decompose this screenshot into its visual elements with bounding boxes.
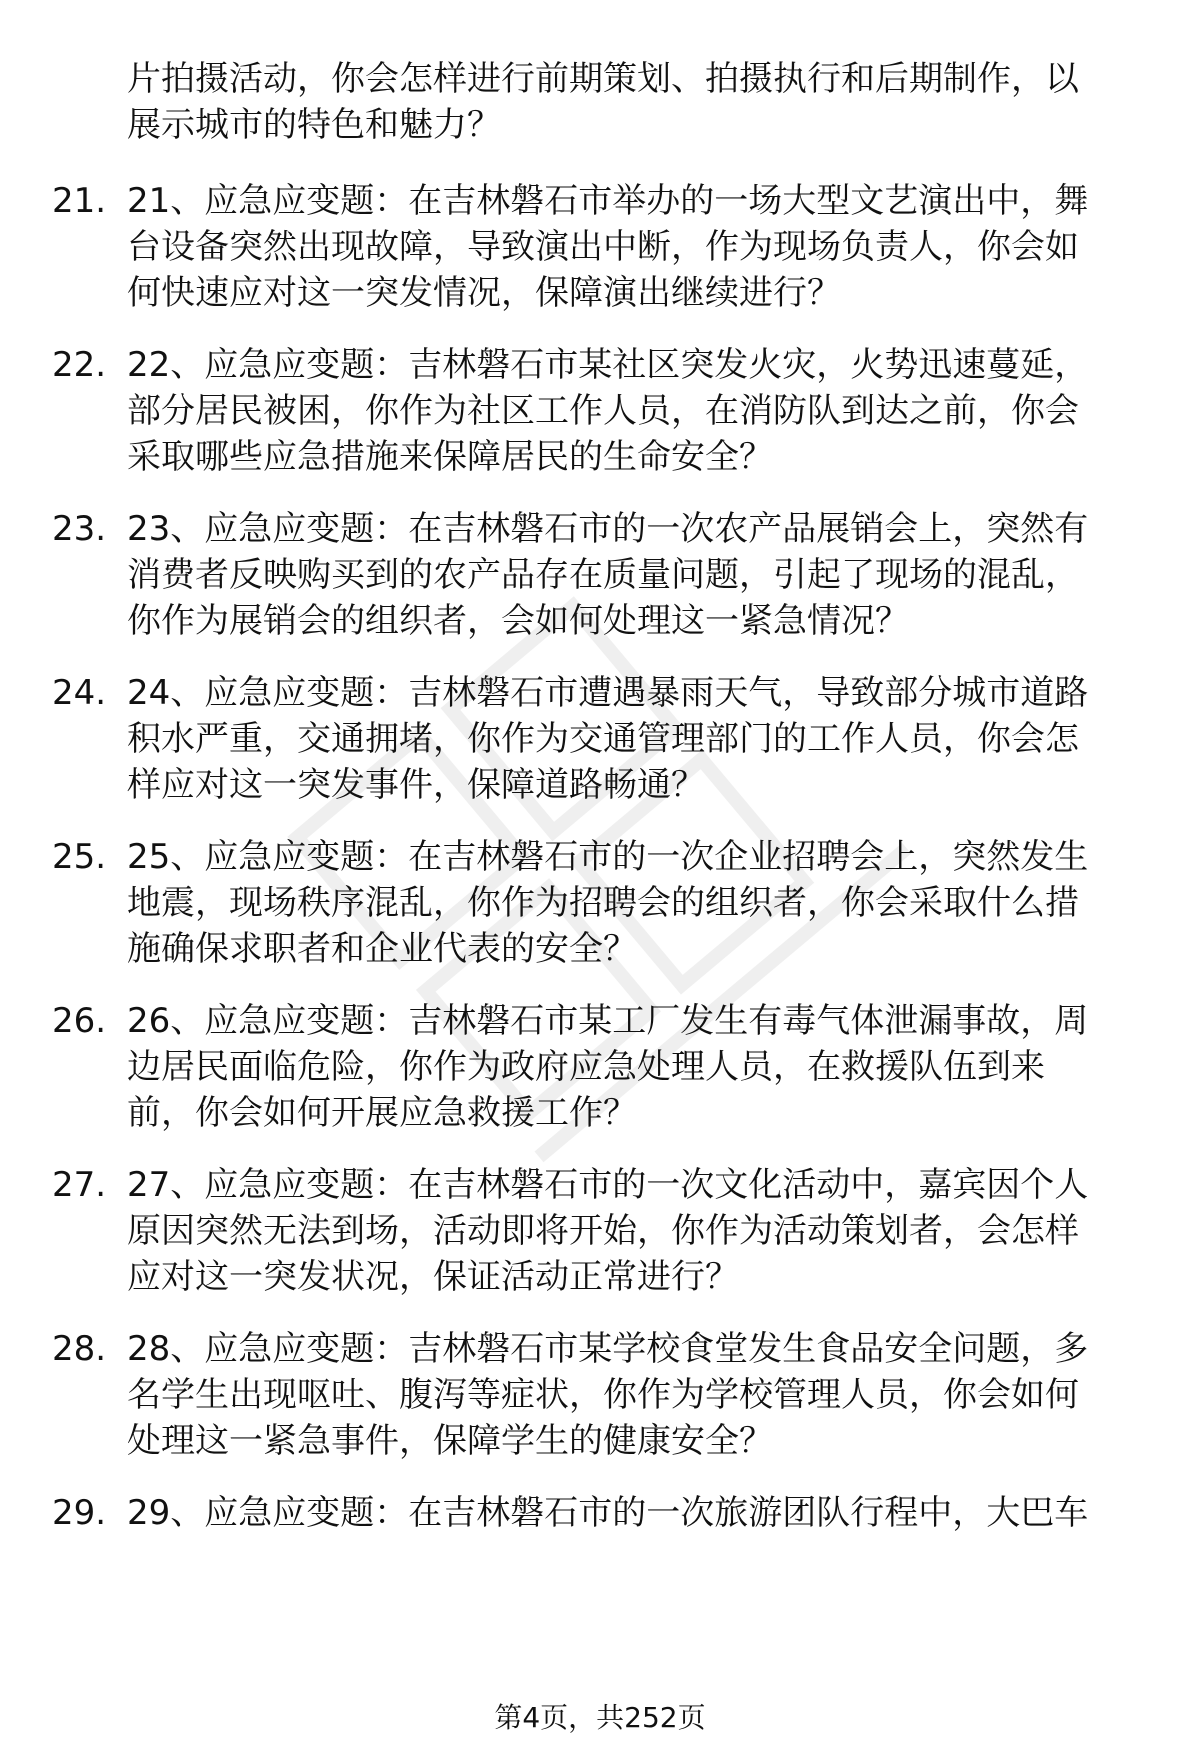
- page-footer: 第4页，共252页: [494, 1701, 706, 1734]
- item-line: 采取哪些应急措施来保障居民的生命安全？: [127, 437, 773, 477]
- list-item-24: [0, 670, 1200, 810]
- item-number: 25.: [52, 837, 107, 877]
- item-text: [127, 1326, 1152, 1464]
- item-line: 23、应急应变题：在吉林磐石市的一次农产品展销会上，突然有: [127, 509, 1089, 549]
- item-line: 消费者反映购买到的农产品存在质量问题，引起了现场的混乱，: [127, 555, 1079, 595]
- list-item-26: [0, 998, 1200, 1138]
- item-line: 26、应急应变题：吉林磐石市某工厂发生有毒气体泄漏事故，周: [127, 1001, 1089, 1041]
- item-line: 22、应急应变题：吉林磐石市某社区突发火灾，火势迅速蔓延，: [127, 345, 1089, 385]
- item-line: 名学生出现呕吐、腹泻等症状，你作为学校管理人员，你会如何: [127, 1375, 1079, 1415]
- list-item-21: [0, 178, 1200, 318]
- item-line: 处理这一紧急事件，保障学生的健康安全？: [127, 1421, 773, 1461]
- list-item-22: [0, 342, 1200, 482]
- item-text: [127, 1162, 1152, 1300]
- item-number: 23.: [52, 509, 107, 549]
- item-text: [127, 670, 1152, 808]
- item-text: [127, 834, 1152, 972]
- item-number: 27.: [52, 1165, 107, 1205]
- item-number: 24.: [52, 673, 107, 713]
- item-line: 台设备突然出现故障，导致演出中断，作为现场负责人，你会如: [127, 227, 1079, 267]
- item-line: 应对这一突发状况，保证活动正常进行？: [127, 1257, 739, 1297]
- intro-paragraph: [127, 56, 1147, 148]
- item-number: 22.: [52, 345, 107, 385]
- item-line: 样应对这一突发事件，保障道路畅通？: [127, 765, 705, 805]
- list-item-23: [0, 506, 1200, 646]
- item-text: [127, 998, 1152, 1136]
- item-line: 28、应急应变题：吉林磐石市某学校食堂发生食品安全问题，多: [127, 1329, 1089, 1369]
- item-number: 21.: [52, 181, 107, 221]
- item-line: 你作为展销会的组织者，会如何处理这一紧急情况？: [127, 601, 909, 641]
- item-number: 26.: [52, 1001, 107, 1041]
- item-line: 积水严重，交通拥堵，你作为交通管理部门的工作人员，你会怎: [127, 719, 1079, 759]
- item-line: 24、应急应变题：吉林磐石市遭遇暴雨天气，导致部分城市道路: [127, 673, 1089, 713]
- item-line: 地震，现场秩序混乱，你作为招聘会的组织者，你会采取什么措: [127, 883, 1079, 923]
- item-number: 28.: [52, 1329, 107, 1369]
- list-item-27: [0, 1162, 1200, 1302]
- item-line: 施确保求职者和企业代表的安全？: [127, 929, 637, 969]
- intro-line: 片拍摄活动，你会怎样进行前期策划、拍摄执行和后期制作，以: [127, 59, 1079, 99]
- item-number: 29.: [52, 1493, 107, 1533]
- item-text: [127, 1490, 1152, 1536]
- item-line: 何快速应对这一突发情况，保障演出继续进行？: [127, 273, 841, 313]
- item-line: 部分居民被困，你作为社区工作人员，在消防队到达之前，你会: [127, 391, 1079, 431]
- item-text: [127, 342, 1152, 480]
- item-line: 原因突然无法到场，活动即将开始，你作为活动策划者，会怎样: [127, 1211, 1079, 1251]
- item-text: [127, 506, 1152, 644]
- list-item-29: [0, 1490, 1200, 1540]
- item-line: 25、应急应变题：在吉林磐石市的一次企业招聘会上，突然发生: [127, 837, 1089, 877]
- intro-line: 展示城市的特色和魅力？: [127, 105, 501, 145]
- item-line: 边居民面临危险，你作为政府应急处理人员，在救援队伍到来: [127, 1047, 1045, 1087]
- item-line: 29、应急应变题：在吉林磐石市的一次旅游团队行程中，大巴车: [127, 1493, 1089, 1533]
- item-line: 前，你会如何开展应急救援工作？: [127, 1093, 637, 1133]
- list-item-28: [0, 1326, 1200, 1466]
- item-line: 27、应急应变题：在吉林磐石市的一次文化活动中，嘉宾因个人: [127, 1165, 1089, 1205]
- list-item-25: [0, 834, 1200, 974]
- item-line: 21、应急应变题：在吉林磐石市举办的一场大型文艺演出中，舞: [127, 181, 1089, 221]
- item-text: [127, 178, 1152, 316]
